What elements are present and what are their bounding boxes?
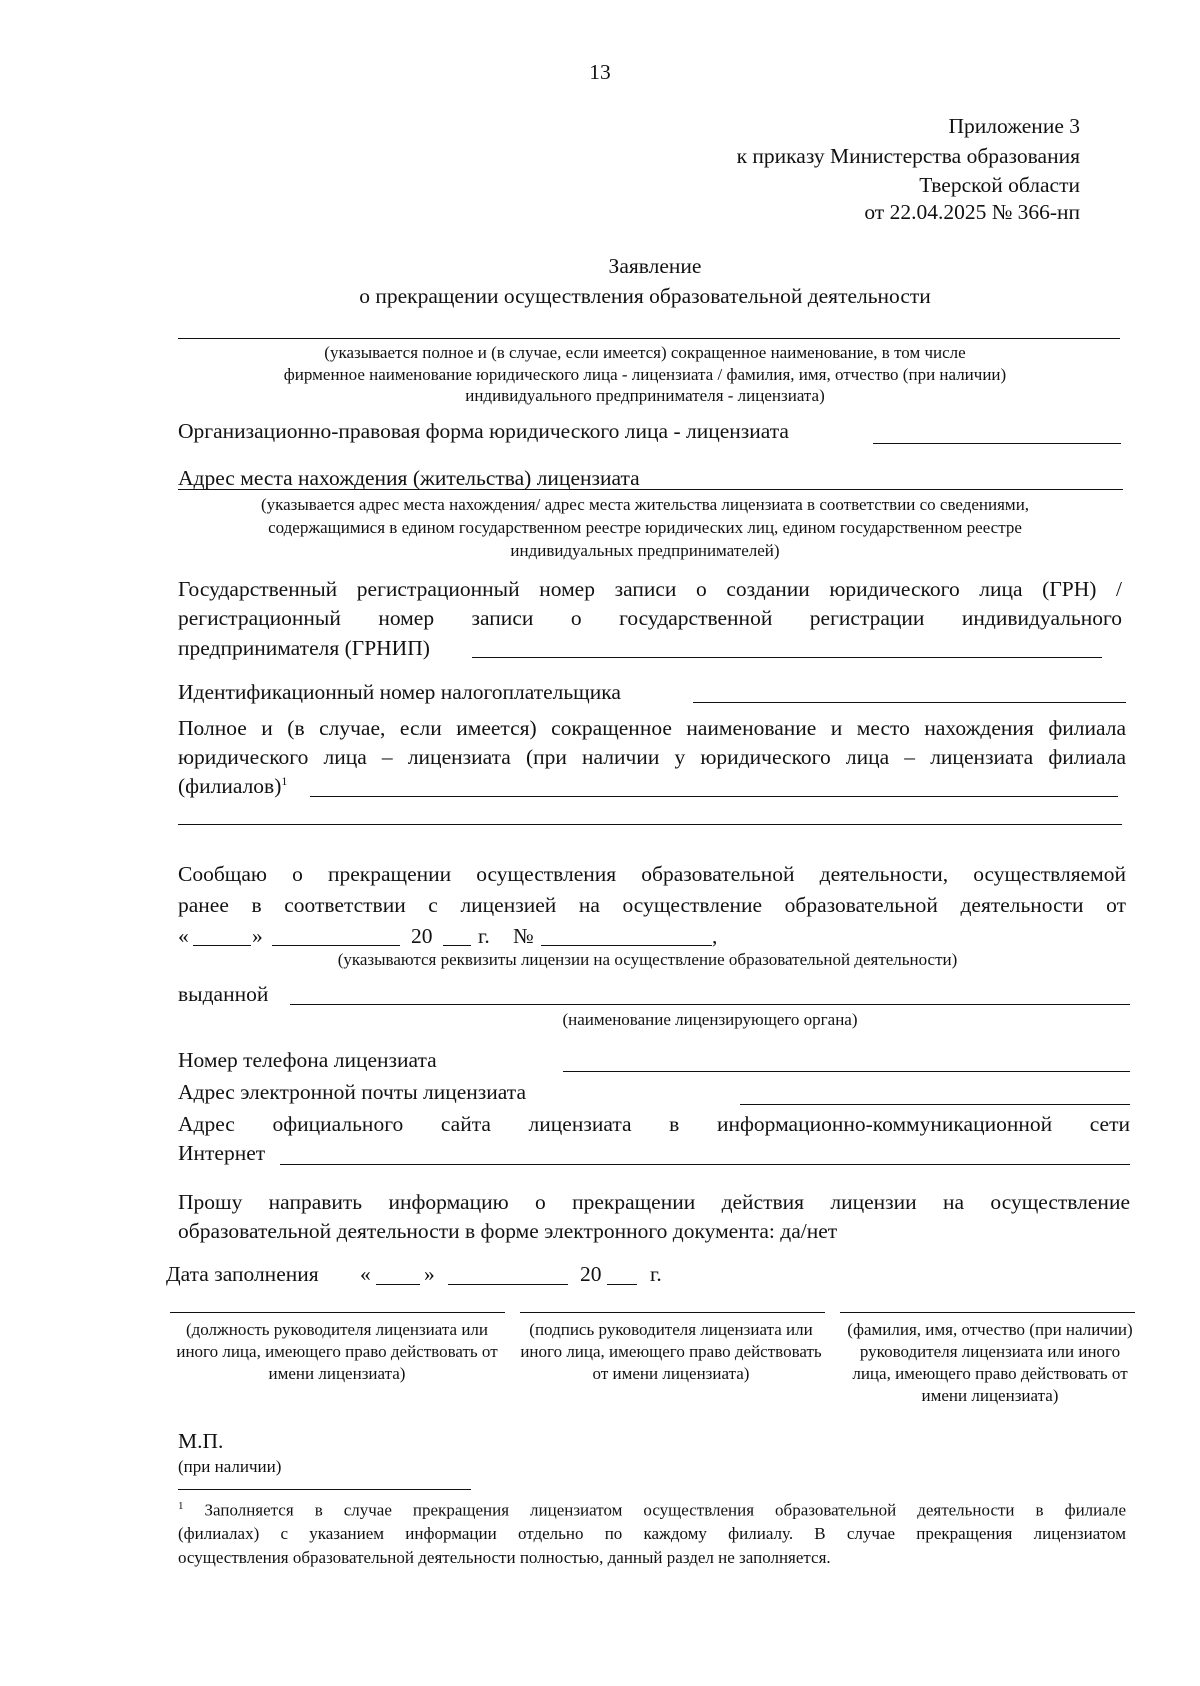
- address-hint-2: содержащимися в едином государственном реестре юридических лиц, едином государственном реестре: [268, 518, 1022, 537]
- address-hint-3: индивидуальных предпринимателей): [510, 541, 780, 560]
- website-label-line2: Интернет: [178, 1141, 266, 1165]
- fullname-field[interactable]: [840, 1312, 1135, 1313]
- request-line2: образовательной деятельности в форме электронного документа: да/нет: [178, 1219, 838, 1243]
- branch-field-1[interactable]: [310, 796, 1118, 797]
- fullname-hint: (фамилия, имя, отчество (при наличии) руководителя лицензиата или иного лица, имеющего право действовать от имени лицензиата): [847, 1320, 1133, 1405]
- signature-hint: (подпись руководителя лицензиата или иного лица, имеющего право действовать от имени лицензиата): [520, 1320, 822, 1383]
- stamp-hint: (при наличии): [178, 1457, 282, 1476]
- fill-day-field[interactable]: [376, 1284, 420, 1285]
- address-label: Адрес места нахождения (жительства) лицензиата: [178, 466, 640, 490]
- footnote-separator: [178, 1489, 471, 1490]
- appendix-header-line4: от 22.04.2025 № 366-нп: [864, 200, 1080, 224]
- document-subtitle: о прекращении осуществления образовательной деятельности: [359, 284, 931, 308]
- license-month-field[interactable]: [272, 945, 400, 946]
- licensee-name-field[interactable]: [178, 338, 1120, 339]
- org-form-field[interactable]: [873, 443, 1121, 444]
- footnote-mark: 1: [178, 1500, 184, 1512]
- fill-year-prefix: 20: [580, 1262, 602, 1286]
- website-label-line1: Адрес официального сайта лицензиата в информационно-коммуникационной сети: [178, 1112, 1130, 1136]
- fill-year-suffix: г.: [650, 1262, 662, 1286]
- license-year-prefix: 20: [411, 924, 433, 948]
- inn-field[interactable]: [693, 702, 1126, 703]
- grn-label-line2: регистрационный номер записи о государственной регистрации индивидуального: [178, 606, 1122, 630]
- website-field[interactable]: [280, 1164, 1130, 1165]
- phone-label: Номер телефона лицензиата: [178, 1048, 437, 1072]
- license-number-sign: №: [513, 924, 534, 948]
- license-date-open-quote: «: [178, 924, 189, 948]
- phone-field[interactable]: [563, 1071, 1130, 1072]
- position-hint: (должность руководителя лицензиата или иного лица, имеющего право действовать от имени лицензиата): [176, 1320, 498, 1383]
- license-number-comma: ,: [712, 924, 718, 948]
- grn-field[interactable]: [472, 657, 1102, 658]
- address-hint-1: (указывается адрес места нахождения/ адрес места жительства лицензиата в соответствии со сведениями,: [260, 495, 1030, 514]
- fill-date-close-quote: »: [424, 1262, 435, 1286]
- branch-label-line2: юридического лица – лицензиата (при наличии у юридического лица – лицензиата филиала: [178, 745, 1126, 769]
- fill-year-field[interactable]: [607, 1284, 637, 1285]
- licensee-name-hint-2: фирменное наименование юридического лица - лицензиата / фамилия, имя, отчество (при наличии): [283, 365, 1007, 384]
- license-hint: (указываются реквизиты лицензии на осуществление образовательной деятельности): [337, 950, 958, 969]
- branch-field-2[interactable]: [178, 824, 1122, 825]
- footnote-line2: (филиалах) с указанием информации отдельно по каждому филиалу. В случае прекращения лицензиатом: [178, 1524, 1126, 1543]
- stamp-label: М.П.: [178, 1429, 224, 1453]
- address-field[interactable]: [178, 489, 1123, 490]
- branch-label-line1: Полное и (в случае, если имеется) сокращенное наименование и место нахождения филиала: [178, 716, 1126, 740]
- report-line1: Сообщаю о прекращении осуществления образовательной деятельности, осуществляемой: [178, 862, 1126, 886]
- issuer-field[interactable]: [290, 1004, 1130, 1005]
- branch-label-line3: (филиалов)$^1$: [178, 774, 288, 799]
- appendix-header-line2: к приказу Министерства образования: [736, 144, 1080, 168]
- footnote-ref: 1: [281, 774, 288, 788]
- footnote-line3: осуществления образовательной деятельности полностью, данный раздел не заполняется.: [178, 1548, 831, 1567]
- licensee-name-hint-1: (указывается полное и (в случае, если имеется) сокращенное наименование, в том числе: [324, 343, 966, 362]
- inn-label: Идентификационный номер налогоплательщика: [178, 680, 621, 704]
- license-number-field[interactable]: [541, 945, 712, 946]
- fill-month-field[interactable]: [448, 1284, 568, 1285]
- license-date-close-quote: »: [252, 924, 263, 948]
- fill-date-open-quote: «: [360, 1262, 371, 1286]
- email-field[interactable]: [740, 1104, 1130, 1105]
- signature-field[interactable]: [520, 1312, 825, 1313]
- grn-label-line1: Государственный регистрационный номер записи о создании юридического лица (ГРН) /: [178, 577, 1122, 601]
- org-form-label: Организационно-правовая форма юридического лица - лицензиата: [178, 419, 789, 443]
- position-field[interactable]: [170, 1312, 505, 1313]
- license-year-suffix: г.: [478, 924, 490, 948]
- appendix-header-line1: Приложение 3: [948, 114, 1080, 138]
- request-line1: Прошу направить информацию о прекращении действия лицензии на осуществление: [178, 1190, 1130, 1214]
- licensee-name-hint-3: индивидуального предпринимателя - лицензиата): [465, 386, 825, 405]
- document-title: Заявление: [608, 254, 702, 278]
- page-number: 13: [589, 60, 611, 84]
- appendix-header-line3: Тверской области: [919, 173, 1080, 197]
- fill-date-label: Дата заполнения: [166, 1262, 319, 1286]
- license-year-field[interactable]: [443, 945, 471, 946]
- email-label: Адрес электронной почты лицензиата: [178, 1080, 526, 1104]
- footnote-line1: $^1$ Заполняется в случае прекращения лицензиатом осуществления образовательной деятельности в филиале: [178, 1500, 1126, 1520]
- license-day-field[interactable]: [193, 945, 251, 946]
- issued-label: выданной: [178, 982, 269, 1006]
- grn-label-line3: предпринимателя (ГРНИП): [178, 636, 430, 660]
- issuer-hint: (наименование лицензирующего органа): [562, 1010, 858, 1029]
- report-line2: ранее в соответствии с лицензией на осуществление образовательной деятельности от: [178, 893, 1126, 917]
